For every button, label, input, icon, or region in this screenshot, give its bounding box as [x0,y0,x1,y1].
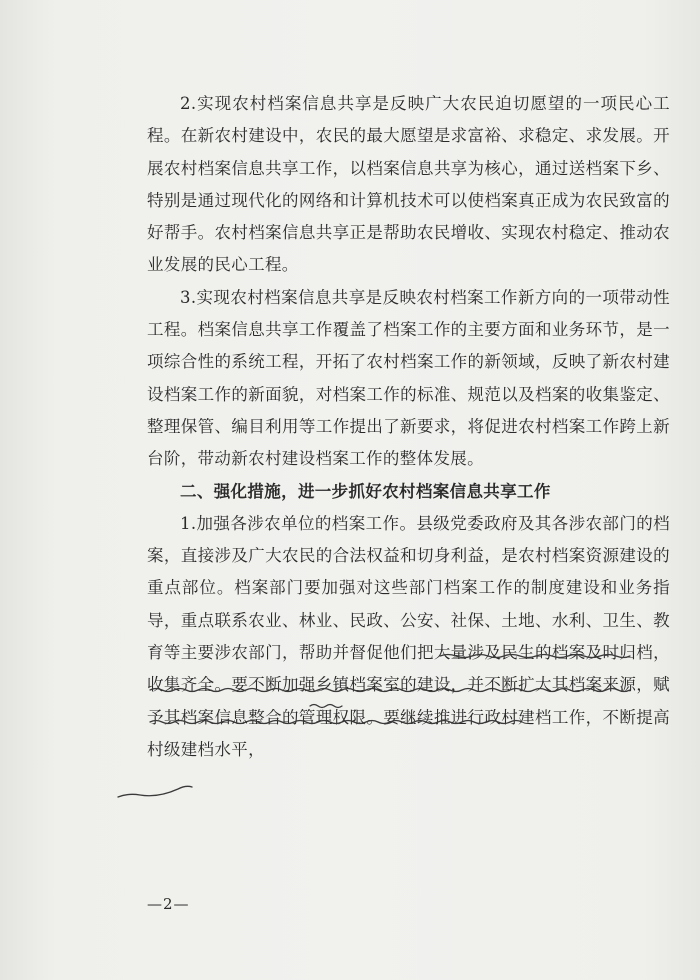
paragraph-3: 3.实现农村档案信息共享是反映农村档案工作新方向的一项带动性工程。档案信息共享工作覆盖了档案工作的主要方面和业务环节，是一项综合性的系统工程，开拓了农村档案工作的新领域，反映了新农村建设档案工作的新面貌，对档案工作的标准、规范以及档案的收集鉴定、整理保管、编目利用等工作提出了新要求，将促进农村档案工作跨上新台阶，带动新农村建设档案工作的整体发展。 [147,287,670,469]
page-number: —2— [147,895,190,913]
margin-pen-mark [118,786,192,797]
paragraph-measures-1: 1.加强各涉农单位的档案工作。县级党委政府及其各涉农部门的档案，直接涉及广大农民的合法权益和切身利益，是农村档案资源建设的重点部位。档案部门要加强对这些部门档案工作的制度建设和业务指导，重点联系农业、林业、民政、公安、社保、土地、水利、卫生、教育等主要涉农部门，帮助并督促他们把大量涉及民生的档案及时归档，收集齐全。要不断加强乡镇档案室的建设，并不断扩大其档案来源，赋予其档案信息整合的管理权限。要继续推进行政村建档工作，不断提高村级建档水平， [147,513,670,759]
section-heading: 二、强化措施，进一步抓好农村档案信息共享工作 [180,481,551,501]
document-body [147,88,670,766]
paragraph-2: 2.实现农村档案信息共享是反映广大农民迫切愿望的一项民心工程。在新农村建设中，农民的最大愿望是求富裕、求稳定、求发展。开展农村档案信息共享工作，以档案信息共享为核心，通过送档案下乡、特别是通过现代化的网络和计算机技术可以使档案真正成为农民致富的好帮手。农村档案信息共享正是帮助农民增收、实现农村稳定、推动农业发展的民心工程。 [147,94,670,275]
